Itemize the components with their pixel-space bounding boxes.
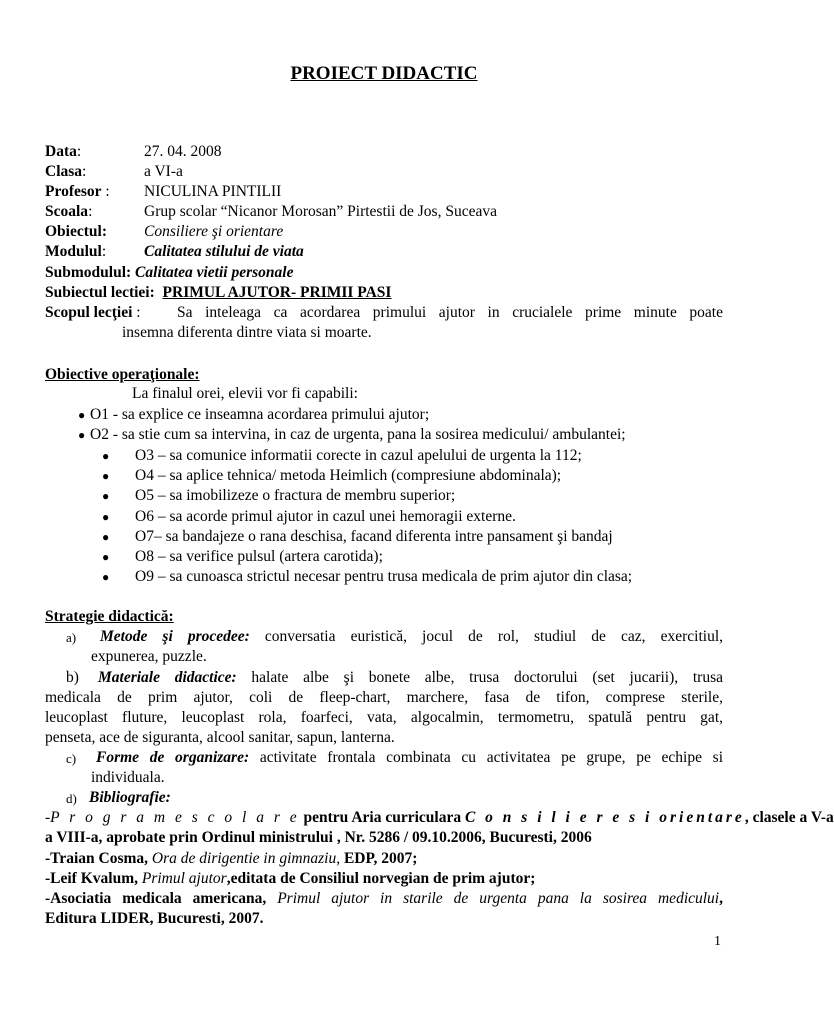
- list-item: O7– sa bandajeze o rana deschisa, facand diferenta intre pansament şi bandaj: [135, 528, 613, 545]
- field-label: Obiectul:: [45, 223, 107, 240]
- bib-entry-2: [45, 849, 417, 869]
- field-label: Scopul lecţiei: [45, 304, 133, 321]
- bib-entry-4-line2: Editura LIDER, Bucuresti, 2007.: [45, 910, 264, 927]
- strategie-b-line1: [98, 668, 723, 688]
- bib-dash: -: [45, 809, 51, 826]
- field-label: Submodulul:: [45, 264, 132, 281]
- list-marker: d): [66, 791, 77, 806]
- bib-title: P r o g r a m e s c o l a r e: [50, 809, 300, 826]
- field-clasa: Clasa: a VI-a: [45, 163, 183, 180]
- list-item: O2 - sa stie cum sa intervina, in caz de urgenta, pana la sosirea medicului/ ambulantei;: [90, 426, 626, 443]
- field-scopul-line1: Sa inteleaga ca acordarea primului ajutor in crucialele prime minute poate: [177, 304, 723, 321]
- strategie-b-line2: medicala de prim ajutor, coli de fleep-chart, marchere, fasa de tifon, comprese sterile,: [45, 689, 723, 706]
- strategie-c-line2: individuala.: [91, 769, 165, 786]
- bullet-icon: ●: [102, 550, 110, 564]
- bullet-icon: ●: [102, 449, 110, 463]
- field-label: Data: [45, 143, 77, 160]
- field-scopul-label: Scopul lecţiei :: [45, 304, 141, 321]
- field-label: Scoala: [45, 203, 89, 220]
- bib-entry-1: [45, 808, 834, 828]
- bullet-icon: ●: [78, 408, 86, 422]
- bullet-icon: ●: [102, 510, 110, 524]
- strategie-c-text: activitate frontala combinata cu activitatea pe grupe, pe echipe si: [259, 749, 724, 766]
- bib-text: , clasele a V-a: [744, 809, 834, 826]
- bib-author: -Leif Kvalum,: [45, 870, 142, 887]
- field-obiectul: [45, 222, 284, 242]
- strategie-b-text: halate albe şi bonete albe, trusa doctorului (set jucarii), trusa: [251, 669, 724, 686]
- field-label: Modulul: [45, 243, 102, 260]
- field-label: Subiectul lectiei:: [45, 284, 155, 301]
- strategie-b-line3: leucoplast fluture, leucoplast rola, foarfeci, vata, algocalmin, termometru, spatulă pentru gat,: [45, 709, 723, 726]
- field-value: Consiliere şi orientare: [144, 223, 284, 240]
- bib-area: C o n s i l i e r e s i orientare: [464, 809, 745, 826]
- bullet-icon: ●: [78, 428, 86, 442]
- list-item: O3 – sa comunice informatii corecte in cazul apelului de urgenta la 112;: [135, 447, 582, 464]
- bib-author: -Traian Cosma,: [45, 850, 152, 867]
- bullet-icon: ●: [102, 530, 110, 544]
- strategie-a-label: Metode şi procedee:: [100, 628, 250, 645]
- field-modulul: Modulul: Calitatea stilului de viata: [45, 243, 304, 260]
- field-value: 27. 04. 2008: [144, 143, 222, 160]
- field-subiectul: [45, 283, 391, 303]
- field-value: Calitatea vietii personale: [135, 264, 294, 281]
- list-item: O9 – sa cunoasca strictul necesar pentru trusa medicala de prim ajutor din clasa;: [135, 568, 633, 585]
- bullet-icon: ●: [102, 570, 110, 584]
- bib-title: Ora de dirigentie in gimnaziu,: [151, 850, 341, 867]
- list-item: O5 – sa imobilizeze o fractura de membru superior;: [135, 487, 456, 504]
- strategie-a-line2: expunerea, puzzle.: [91, 648, 207, 665]
- bib-entry-1-line2: a VIII-a, aprobate prin Ordinul ministrului , Nr. 5286 / 09.10.2006, Bucuresti, 2006: [45, 829, 592, 846]
- field-scopul-line2: insemna diferenta dintre viata si moarte.: [122, 324, 372, 341]
- field-value: a VI-a: [144, 163, 183, 180]
- bib-punct: ,: [719, 890, 723, 907]
- field-profesor: Profesor : NICULINA PINTILII: [45, 183, 282, 200]
- bullet-icon: ●: [102, 469, 110, 483]
- bib-text: pentru Aria curriculara: [299, 809, 465, 826]
- strategie-b-label: Materiale didactice:: [98, 669, 237, 686]
- bib-title: Primul ajutor: [141, 870, 227, 887]
- strategie-a-line1: [100, 627, 723, 647]
- obiective-intro: La finalul orei, elevii vor fi capabili:: [132, 385, 358, 402]
- list-item: O1 - sa explice ce inseamna acordarea primului ajutor;: [90, 406, 430, 423]
- bib-title: Primul ajutor in starile de urgenta pana la sosirea medicului: [277, 890, 720, 907]
- field-label: Clasa: [45, 163, 83, 180]
- strategie-d-label: Bibliografie:: [89, 789, 171, 806]
- list-marker: a): [66, 630, 77, 645]
- section-heading-strategie: Strategie didactică:: [45, 608, 174, 625]
- field-value: Calitatea stilului de viata: [144, 243, 304, 260]
- bib-author: -Asociatia medicala americana,: [45, 890, 278, 907]
- field-label: Profesor: [45, 183, 102, 200]
- bib-publisher: ,editata de Consiliul norvegian de prim ajutor;: [226, 870, 536, 887]
- bib-entry-3: [45, 869, 535, 889]
- field-value: Grup scolar “Nicanor Morosan” Pirtestii de Jos, Suceava: [144, 203, 497, 220]
- bib-publisher: EDP, 2007;: [340, 850, 418, 867]
- field-value: PRIMUL AJUTOR- PRIMII PASI: [162, 284, 392, 301]
- section-heading-obiective: Obiective operaţionale:: [45, 366, 200, 383]
- field-value: NICULINA PINTILII: [144, 183, 282, 200]
- list-marker: c): [66, 751, 77, 766]
- strategie-b-line4: penseta, ace de siguranta, alcool sanitar, sapun, lanterna.: [45, 729, 395, 746]
- list-item: O4 – sa aplice tehnica/ metoda Heimlich (compresiune abdominala);: [135, 467, 562, 484]
- field-submodulul: [45, 263, 293, 283]
- list-item: O6 – sa acorde primul ajutor in cazul unei hemoragii externe.: [135, 508, 516, 525]
- strategie-c-line1: [96, 748, 723, 768]
- field-scoala: Scoala: Grup scolar “Nicanor Morosan” Pirtestii de Jos, Suceava: [45, 203, 497, 220]
- field-data: Data: 27. 04. 2008: [45, 143, 222, 160]
- bib-entry-4: [45, 889, 723, 909]
- bullet-icon: ●: [102, 489, 110, 503]
- page-number: 1: [714, 934, 721, 949]
- strategie-a-text: conversatia euristică, jocul de rol, studiul de caz, exercitiul,: [264, 628, 724, 645]
- list-marker: b): [66, 669, 79, 686]
- strategie-c-label: Forme de organizare:: [96, 749, 250, 766]
- list-item: O8 – sa verifice pulsul (artera carotida);: [135, 548, 383, 565]
- document-title: PROIECT DIDACTIC: [290, 63, 478, 84]
